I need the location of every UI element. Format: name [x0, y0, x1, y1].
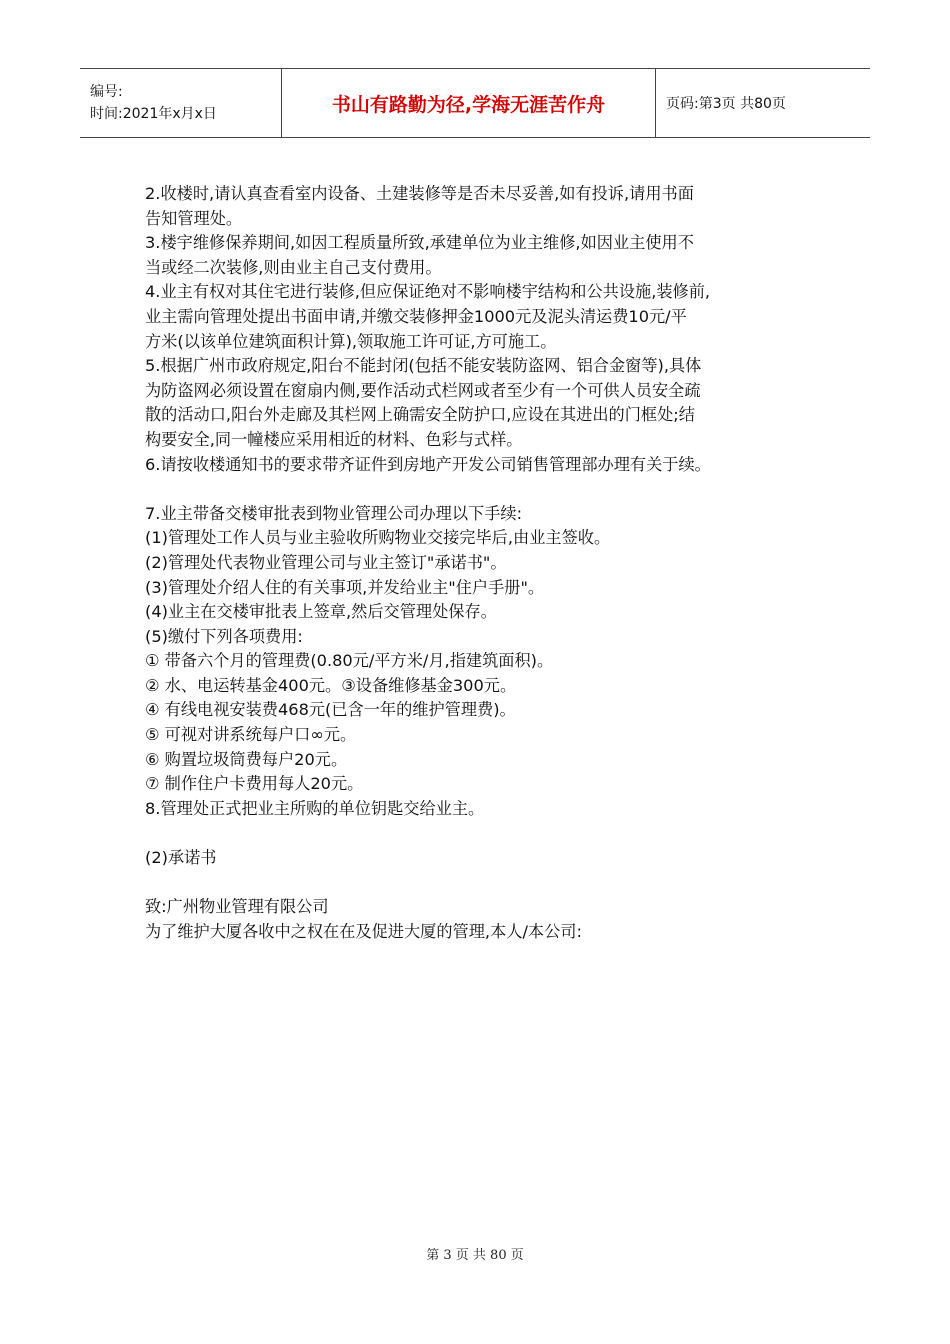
page-footer — [0, 1244, 950, 1263]
text-line: 为防盗网必须设置在窗扇内侧,要作活动式栏网或者至少有一个可供人员安全疏 — [145, 380, 701, 400]
motto-text: 书山有路勤为径,学海无涯苦作舟 — [331, 93, 606, 116]
number-label: 编号: — [90, 84, 123, 100]
text-line: ⑦ 制作住户卡费用每人20元。 — [145, 774, 364, 794]
text-line: (5)缴付下列各项费用: — [145, 626, 303, 646]
text-line: (2)管理处代表物业管理公司与业主签订"承诺书"。 — [145, 552, 507, 572]
text-line: 业主需向管理处提出书面申请,并缴交装修押金1000元及泥头清运费10元/平 — [145, 306, 687, 326]
text-line: 构要安全,同一幢楼应采用相近的材料、色彩与式样。 — [145, 429, 523, 449]
text-line: 为了维护大厦各收中之权在在及促进大厦的管理,本人/本公司: — [145, 921, 582, 941]
blank-line — [145, 871, 835, 896]
header-meta — [80, 69, 281, 137]
text-line: 5.根据广州市政府规定,阳台不能封闭(包括不能安装防盗网、铝合金窗等),具体 — [145, 356, 702, 376]
text-line: ② 水、电运转基金400元。③设备维修基金300元。 — [145, 675, 517, 695]
text-line: 4.业主有权对其住宅进行装修,但应保证绝对不影响楼宇结构和公共设施,装修前, — [145, 282, 711, 302]
text-line: (1)管理处工作人员与业主验收所购物业交接完毕后,由业主签收。 — [145, 528, 611, 548]
time-label: 时间:2021年x月x日 — [90, 106, 217, 122]
text-line: 致:广州物业管理有限公司 — [145, 897, 329, 917]
text-line: 当或经二次装修,则由业主自己支付费用。 — [145, 257, 442, 277]
text-line: 方米(以该单位建筑面积计算),领取施工许可证,方可施工。 — [145, 331, 557, 351]
header-motto — [281, 69, 656, 137]
blank-line — [145, 477, 835, 502]
text-line: ④ 有线电视安装费468元(已含一年的维护管理费)。 — [145, 700, 516, 720]
text-line: (4)业主在交楼审批表上签章,然后交管理处保存。 — [145, 602, 497, 622]
header-page-info — [656, 69, 870, 137]
text-line: 2.收楼时,请认真查看室内设备、土建装修等是否未尽妥善,如有投诉,请用书面 — [145, 184, 694, 203]
text-line: ⑤ 可视对讲系统每户口∞元。 — [145, 725, 357, 745]
text-line: (2)承诺书 — [145, 848, 217, 868]
text-line: (3)管理处介绍人住的有关事项,并发给业主"住户手册"。 — [145, 577, 545, 597]
page-header — [80, 68, 870, 138]
document-body — [145, 182, 835, 944]
text-line: 7.业主带备交楼审批表到物业管理公司办理以下手续: — [145, 503, 523, 523]
text-line: 3.楼宇维修保养期间,如因工程质量所致,承建单位为业主维修,如因业主使用不 — [145, 233, 694, 253]
page-info-text: 页码:第3页 共80页 — [666, 96, 786, 112]
blank-line — [145, 821, 835, 846]
footer-page-number: 第 3 页 共 80 页 — [426, 1248, 524, 1263]
text-line: ⑥ 购置垃圾筒费每户20元。 — [145, 749, 348, 769]
text-line: ① 带备六个月的管理费(0.80元/平方米/月,指建筑面积)。 — [145, 651, 554, 671]
text-line: 散的活动口,阳台外走廊及其栏网上确需安全防护口,应设在其进出的门框处;结 — [145, 405, 695, 425]
text-line: 6.请按收楼通知书的要求带齐证件到房地产开发公司销售管理部办理有关于续。 — [145, 454, 711, 474]
text-line: 告知管理处。 — [145, 208, 243, 228]
text-line: 8.管理处正式把业主所购的单位钥匙交给业主。 — [145, 798, 485, 818]
